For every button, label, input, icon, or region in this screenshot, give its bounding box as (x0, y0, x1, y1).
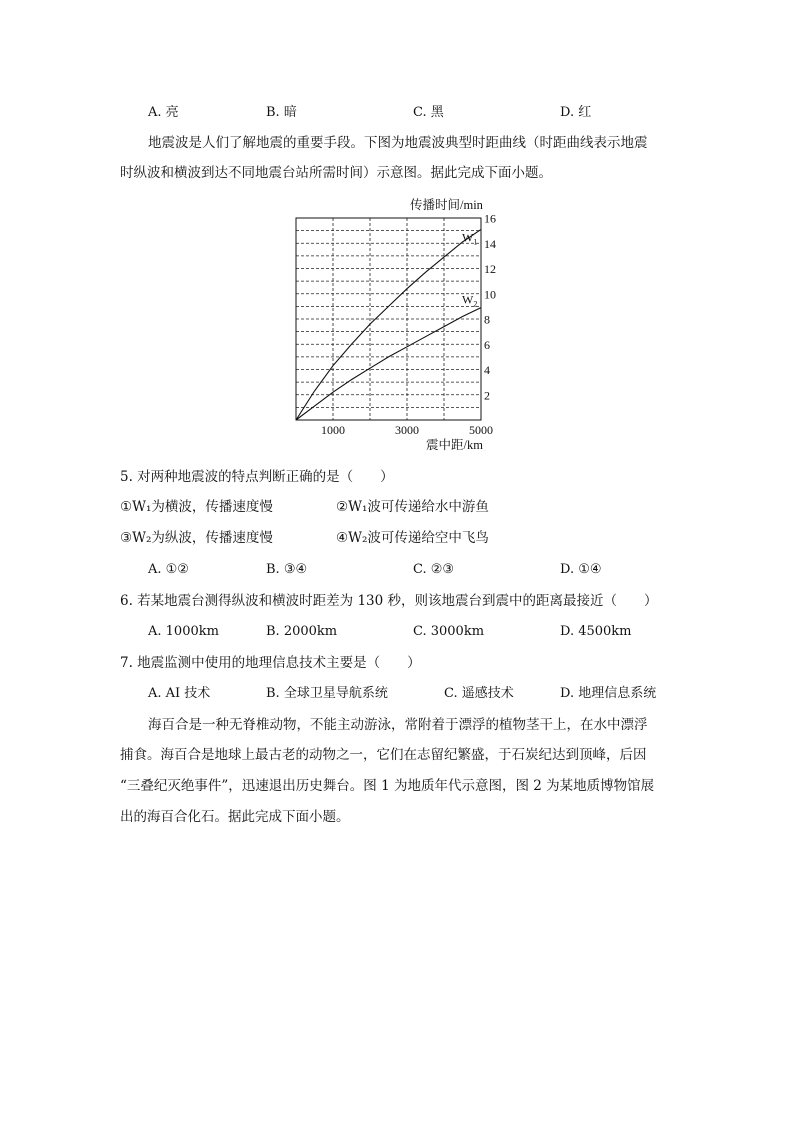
series-line-w2 (296, 308, 481, 420)
q6-option-b: B. 2000km (266, 624, 338, 639)
x-tick-labels (321, 423, 493, 437)
q5-option-a: A. ①② (148, 562, 189, 577)
crinoid-line-3: “三叠纪灭绝事件”，迅速退出历史舞台。图 1 为地质年代示意图，图 2 为某地质博物馆展 (120, 778, 655, 794)
q5-item-2: ②W₁波可传递给水中游鱼 (336, 499, 489, 515)
q5-item-3: ③W₂为纵波，传播速度慢 (120, 530, 273, 546)
y-tick-label: 16 (484, 211, 496, 226)
q7-stem: 7. 地震监测中使用的地理信息技术主要是（ ） (120, 655, 421, 671)
q5-option-b: B. ③④ (266, 562, 308, 577)
q7-option-b: B. 全球卫星导航系统 (266, 686, 388, 701)
q5-item-4: ④W₂波可传递给空中飞鸟 (336, 530, 489, 546)
crinoid-line-1: 海百合是一种无脊椎动物，不能主动游泳，常附着于漂浮的植物茎干上，在水中漂浮 (148, 717, 648, 733)
intro-line-2: 时纵波和横波到达不同地震台站所需时间）示意图。据此完成下面小题。 (120, 165, 552, 181)
y-tick-label: 12 (484, 262, 496, 276)
intro-line-1: 地震波是人们了解地震的重要手段。下图为地震波典型时距曲线（时距曲线表示地震 (148, 135, 648, 151)
q4-option-c: C. 黑 (413, 105, 444, 120)
x-tick-label: 5000 (469, 423, 493, 437)
series-label-w2: $W_2$ (462, 292, 478, 309)
x-tick-label: 1000 (321, 423, 345, 437)
x-tick-label: 3000 (395, 423, 419, 437)
y-tick-labels (484, 212, 496, 403)
q6-option-c: C. 3000km (413, 624, 485, 639)
series-line-w1 (296, 229, 481, 420)
crinoid-line-4: 出的海百合化石。据此完成下面小题。 (120, 809, 350, 825)
y-axis-label: 传播时间/min (410, 198, 483, 212)
q5-option-c: C. ②③ (413, 562, 455, 577)
y-tick-label: 14 (484, 236, 496, 251)
y-tick-label: 8 (484, 312, 490, 327)
y-tick-label: 4 (484, 363, 490, 377)
series-label-w1: $W_1$ (462, 230, 478, 247)
q4-option-d: D. 红 (560, 105, 592, 120)
q5-item-1: ①W₁为横波，传播速度慢 (120, 499, 273, 515)
q5-stem: 5. 对两种地震波的特点判断正确的是（ ） (120, 469, 394, 485)
chart-series (296, 229, 481, 420)
q6-option-d: D. 4500km (560, 624, 632, 639)
q7-option-c: C. 遥感技术 (444, 686, 514, 701)
q7-option-d: D. 地理信息系统 (560, 686, 657, 701)
q7-option-a: A. AI 技术 (148, 686, 211, 701)
x-axis-label: 震中距/km (426, 438, 483, 452)
y-tick-label: 6 (484, 337, 490, 352)
q5-option-d: D. ①④ (560, 562, 602, 577)
y-tick-label: 10 (484, 287, 496, 302)
crinoid-line-2: 捕食。海百合是地球上最古老的动物之一，它们在志留纪繁盛，于石炭纪达到顶峰，后因 (120, 747, 647, 763)
y-tick-label: 2 (484, 388, 490, 403)
travel-time-chart (280, 192, 520, 460)
q4-option-b: B. 暗 (266, 105, 297, 120)
q6-stem: 6. 若某地震台测得纵波和横波时距差为 130 秒，则该地震台到震中的距离最接近（ ） (120, 593, 658, 609)
q4-option-a: A. 亮 (148, 105, 179, 120)
q6-option-a: A. 1000km (148, 624, 219, 639)
chart-grid (296, 218, 481, 420)
